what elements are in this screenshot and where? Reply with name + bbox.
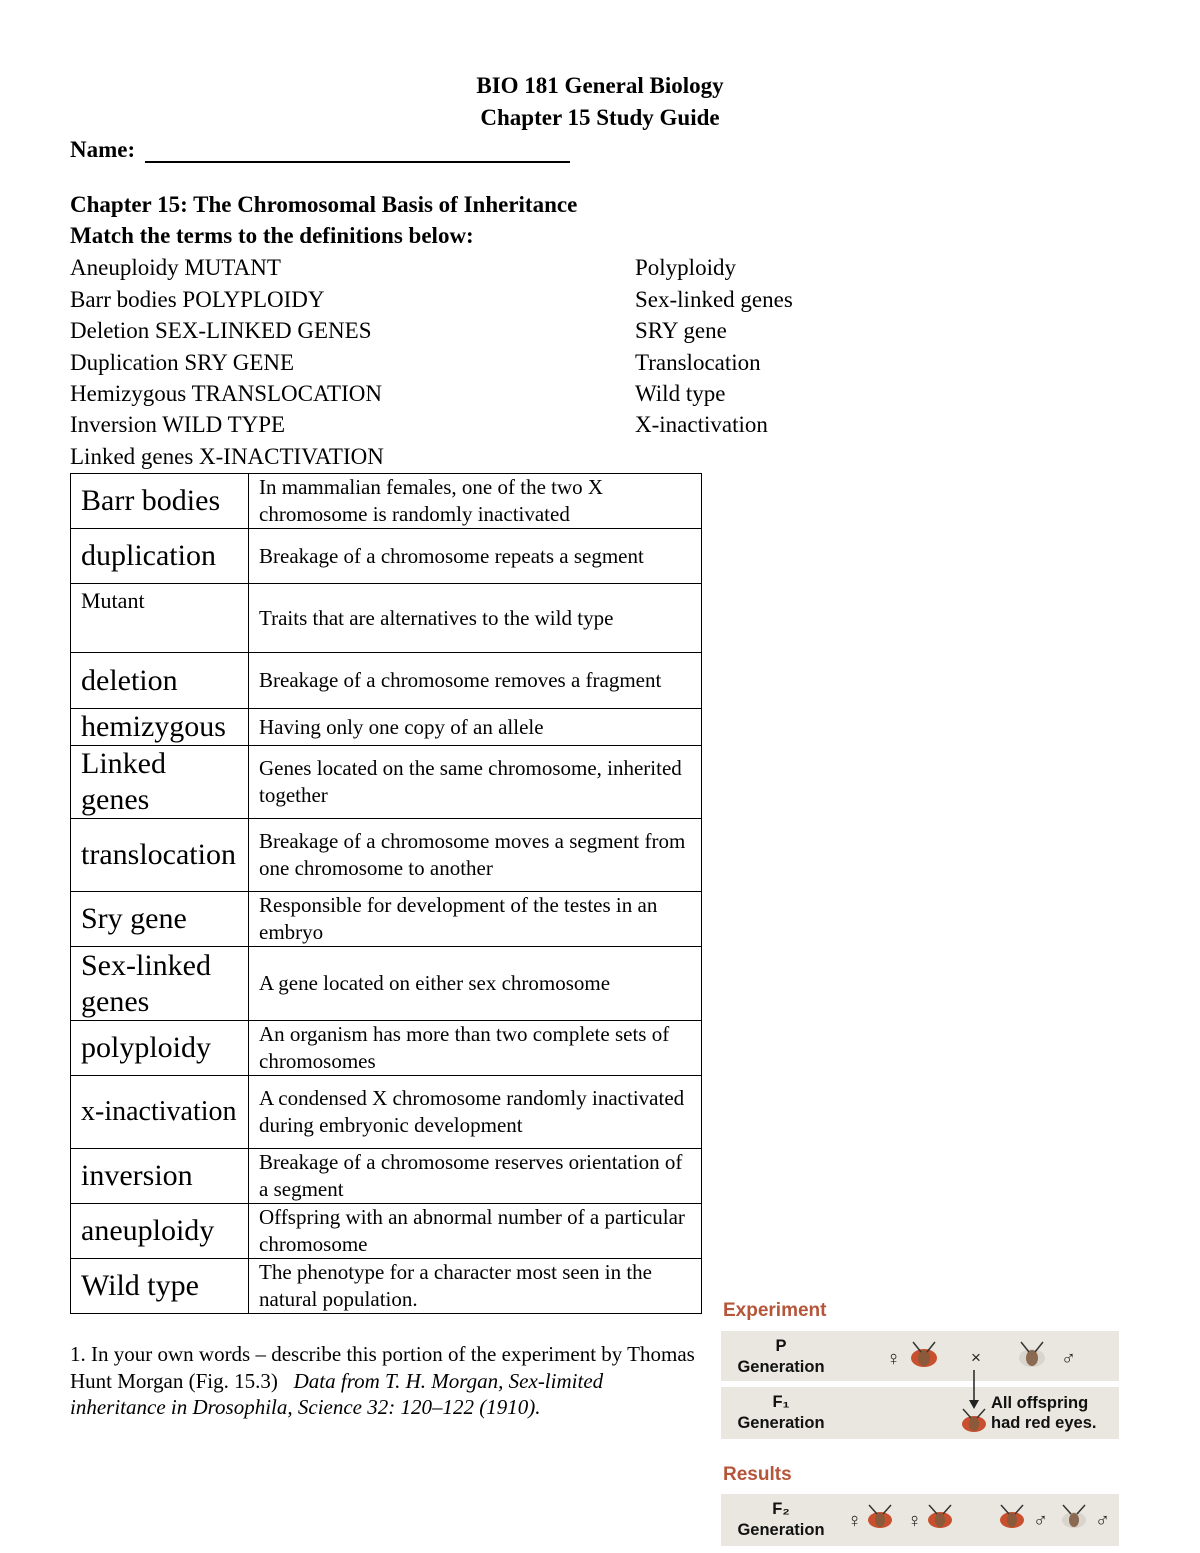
term-left: Hemizygous TRANSLOCATION <box>70 381 382 406</box>
table-row <box>71 653 702 709</box>
table-row <box>71 474 702 529</box>
experiment-label: Experiment <box>723 1300 827 1321</box>
female-symbol: ♀ <box>847 1510 862 1532</box>
definition-cell: Breakage of a chromosome repeats a segment <box>249 529 702 584</box>
red-eyed-female-fly-icon <box>903 1338 945 1370</box>
results-label: Results <box>723 1464 792 1485</box>
red-eyed-offspring-fly-icon <box>954 1405 994 1435</box>
definition-cell: Breakage of a chromosome moves a segment from one chromosome to another <box>249 819 702 892</box>
table-row <box>71 1259 702 1314</box>
definition-cell: The phenotype for a character most seen in the natural population. <box>249 1259 702 1314</box>
male-symbol: ♂ <box>1033 1510 1048 1532</box>
name-label: Name: <box>70 137 136 162</box>
table-row <box>71 947 702 1021</box>
term-cell[interactable]: aneuploidy <box>71 1204 249 1259</box>
name-blank[interactable] <box>145 141 570 163</box>
definition-cell: Genes located on the same chromosome, inherited together <box>249 746 702 819</box>
f2-generation-label: F₂ Generation <box>737 1500 825 1539</box>
name-field-row <box>70 137 570 163</box>
question-citation: Data from T. H. Morgan, Sex-limited inheritance in Drosophila, Science 32: 120–122 (1910). <box>70 1368 604 1419</box>
question-text: 1. In your own words – describe this portion of the experiment by Thomas Hunt Morgan (Fig. 15.3) <box>70 1342 695 1393</box>
term-cell[interactable]: Sex-linked genes <box>71 947 249 1021</box>
definition-cell: In mammalian females, one of the two X chromosome is randomly inactivated <box>249 474 702 529</box>
definition-cell: Breakage of a chromosome removes a fragment <box>249 653 702 709</box>
term-right: Polyploidy <box>635 255 736 280</box>
definition-cell: Responsible for development of the testes in an embryo <box>249 892 702 947</box>
definition-cell: Having only one copy of an allele <box>249 709 702 746</box>
term-right: Translocation <box>635 350 761 375</box>
term-left: Inversion WILD TYPE <box>70 412 286 437</box>
term-cell[interactable]: inversion <box>71 1149 249 1204</box>
table-row <box>71 892 702 947</box>
cross-symbol: × <box>971 1348 981 1367</box>
table-row <box>71 1076 702 1149</box>
term-left: Duplication SRY GENE <box>70 350 295 375</box>
white-eyed-male-fly-icon <box>1055 1501 1093 1531</box>
term-left: Barr bodies POLYPLOIDY <box>70 287 325 312</box>
table-row <box>71 819 702 892</box>
female-symbol: ♀ <box>907 1510 922 1532</box>
morgan-figure <box>721 1298 1121 1548</box>
term-cell[interactable]: deletion <box>71 653 249 709</box>
red-eyed-female-fly-icon <box>921 1501 959 1531</box>
term-right: X-inactivation <box>635 412 768 437</box>
definition-cell: A condensed X chromosome randomly inactivated during embryonic development <box>249 1076 702 1149</box>
definition-cell: An organism has more than two complete sets of chromosomes <box>249 1021 702 1076</box>
term-cell[interactable]: x-inactivation <box>71 1076 249 1149</box>
term-left: Deletion SEX-LINKED GENES <box>70 318 372 343</box>
term-cell[interactable]: hemizygous <box>71 709 249 746</box>
definition-cell: A gene located on either sex chromosome <box>249 947 702 1021</box>
table-row <box>71 746 702 819</box>
table-row <box>71 1021 702 1076</box>
definition-cell: Breakage of a chromosome reserves orientation of a segment <box>249 1149 702 1204</box>
definition-cell: Offspring with an abnormal number of a particular chromosome <box>249 1204 702 1259</box>
term-left: Linked genes X-INACTIVATION <box>70 444 384 469</box>
table-row <box>71 1204 702 1259</box>
table-row <box>71 709 702 746</box>
male-symbol: ♂ <box>1061 1348 1076 1370</box>
term-cell[interactable]: Linked genes <box>71 746 249 819</box>
f1-generation-label: F₁ Generation <box>737 1393 825 1432</box>
term-cell[interactable]: translocation <box>71 819 249 892</box>
table-row <box>71 1149 702 1204</box>
term-cell[interactable]: Barr bodies <box>71 474 249 529</box>
term-cell[interactable]: Sry gene <box>71 892 249 947</box>
arrow-down-icon <box>967 1370 981 1410</box>
term-right: Sex-linked genes <box>635 287 793 312</box>
match-instruction: Match the terms to the definitions below: <box>70 223 474 248</box>
female-symbol: ♀ <box>886 1348 901 1370</box>
term-left: Aneuploidy MUTANT <box>70 255 281 280</box>
question-1 <box>70 1341 700 1421</box>
study-guide-title: Chapter 15 Study Guide <box>480 105 720 130</box>
term-cell[interactable]: Wild type <box>71 1259 249 1314</box>
term-cell[interactable]: Mutant <box>71 584 249 653</box>
matching-table <box>70 473 702 1314</box>
course-title: BIO 181 General Biology <box>476 73 724 98</box>
male-symbol: ♂ <box>1095 1510 1110 1532</box>
table-row <box>71 529 702 584</box>
red-eyed-male-fly-icon <box>993 1501 1031 1531</box>
table-row <box>71 584 702 653</box>
term-right: Wild type <box>635 381 726 406</box>
term-cell[interactable]: duplication <box>71 529 249 584</box>
white-eyed-male-fly-icon <box>1011 1338 1053 1370</box>
term-right: SRY gene <box>635 318 727 343</box>
p-generation-label: P Generation <box>737 1337 825 1376</box>
red-eyed-female-fly-icon <box>861 1501 899 1531</box>
chapter-title: Chapter 15: The Chromosomal Basis of Inheritance <box>70 192 578 217</box>
term-cell[interactable]: polyploidy <box>71 1021 249 1076</box>
definition-cell: Traits that are alternatives to the wild type <box>249 584 702 653</box>
offspring-note: All offspring had red eyes. <box>991 1394 1097 1432</box>
